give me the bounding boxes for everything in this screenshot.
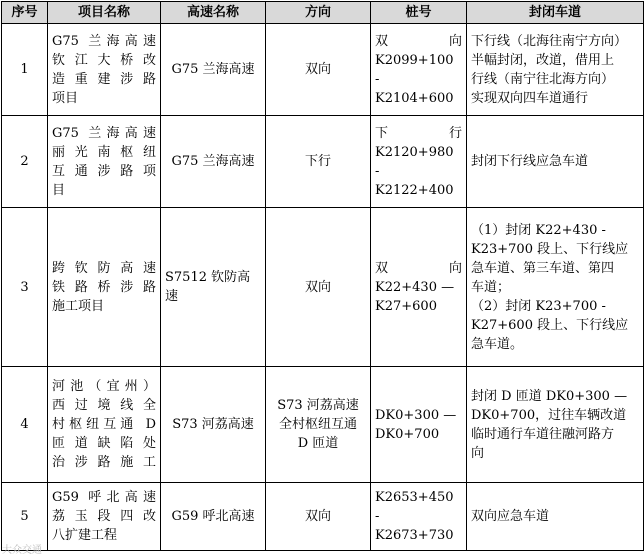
row-highway: G75 兰海高速 <box>161 24 266 116</box>
header-highway: 高速名称 <box>161 2 266 24</box>
row-project: 跨钦防高速 铁路桥涉路 施工项目 <box>48 208 161 367</box>
row-closure: 双向应急车道 <box>467 483 644 551</box>
row-direction: 双向 <box>266 483 371 551</box>
table-row <box>2 208 644 367</box>
row-closure: 封闭下行线应急车道 <box>467 116 644 208</box>
row-project: 河池（宜州） 西过境线全 村枢纽互通 D 匝道缺陷处 治涉路施工 <box>48 367 161 483</box>
row-direction: 下行 <box>266 116 371 208</box>
header-seq: 序号 <box>2 2 48 24</box>
row-stake: 下 行 K2120+980 - K2122+400 <box>371 116 467 208</box>
row-direction: S73 河荔高速 全村枢纽互通 D 匝道 <box>266 367 371 483</box>
row-direction: 双向 <box>266 208 371 367</box>
header-stake: 桩号 <box>371 2 467 24</box>
table-row <box>2 116 644 208</box>
table-row <box>2 483 644 551</box>
row-closure: 封闭 D 匝道 DK0+300 — DK0+700，过往车辆改道 临时通行车道往融河路方 向 <box>467 367 644 483</box>
header-row <box>2 2 644 24</box>
row-seq: 3 <box>2 208 48 367</box>
row-highway: S7512 钦防高 速 <box>161 208 266 367</box>
table-row <box>2 367 644 483</box>
row-closure: （1）封闭 K22+430 - K23+700 段上、下行线应 急车道、第三车道、第四 车道； （2）封闭 K23+700 - K27+600 段上、下行线应 急车道。 <box>467 208 644 367</box>
row-highway: S73 河荔高速 <box>161 367 266 483</box>
row-highway: G59 呼北高速 <box>161 483 266 551</box>
row-seq: 2 <box>2 116 48 208</box>
row-highway: G75 兰海高速 <box>161 116 266 208</box>
row-stake: 双 向 K2099+100 - K2104+600 <box>371 24 467 116</box>
row-project: G59 呼北高速 荔玉段四改 八扩建工程 <box>48 483 161 551</box>
header-project: 项目名称 <box>48 2 161 24</box>
header-closure: 封闭车道 <box>467 2 644 24</box>
row-stake: K2653+450 - K2673+730 <box>371 483 467 551</box>
row-seq: 5 <box>2 483 48 551</box>
row-project: G75 兰海高速 钦江大桥改 造重建涉路 项目 <box>48 24 161 116</box>
closure-table <box>1 1 644 551</box>
row-direction: 双向 <box>266 24 371 116</box>
row-closure: 下行线（北海往南宁方向） 半幅封闭，改道，借用上 行线（南宁往北海方向） 实现双向四车道通行 <box>467 24 644 116</box>
table-row <box>2 24 644 116</box>
row-project: G75 兰海高速 丽光南枢纽 互通涉路项 目 <box>48 116 161 208</box>
header-direction: 方向 <box>266 2 371 24</box>
row-stake: DK0+300 — DK0+700 <box>371 367 467 483</box>
watermark: 大众交通 <box>2 545 42 556</box>
row-stake: 双 向 K22+430 — K27+600 <box>371 208 467 367</box>
row-seq: 1 <box>2 24 48 116</box>
row-seq: 4 <box>2 367 48 483</box>
